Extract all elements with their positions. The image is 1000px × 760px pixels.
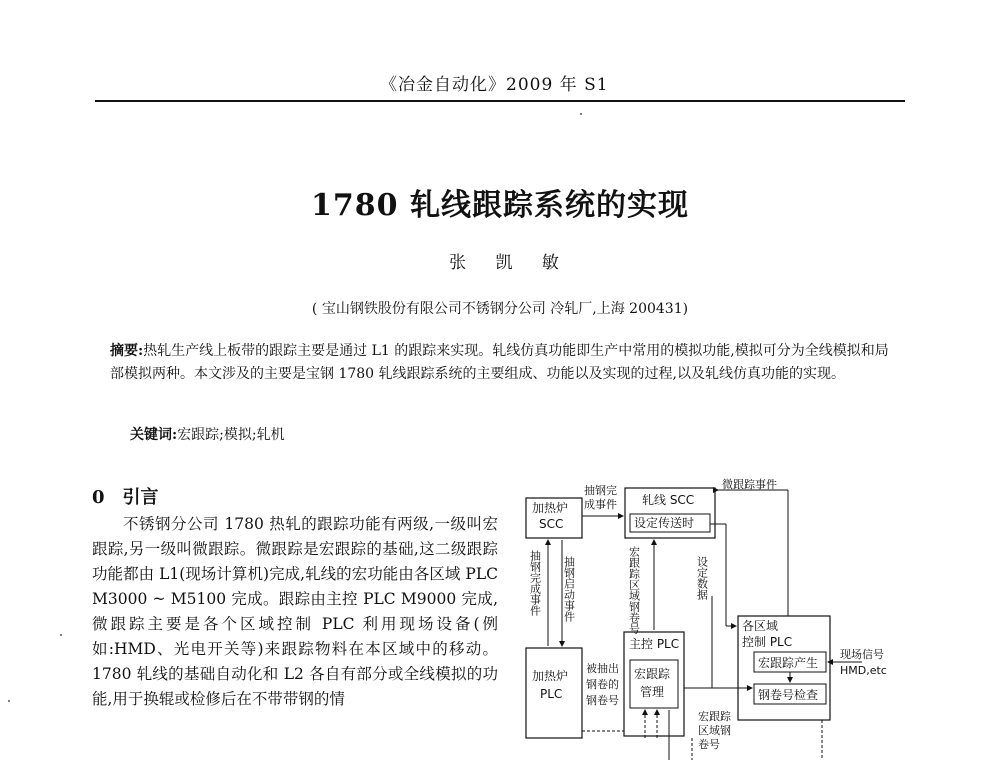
zone-plc-label-2: 控制 PLC [742,635,793,649]
extracted-coil-label-3: 钢卷号 [586,694,619,707]
coil-check-label: 钢卷号检查 [758,688,819,702]
intro-paragraph: 不锈钢分公司 1780 热轧的跟踪功能有两级,一级叫宏跟踪,另一级叫微跟踪。微跟踪是宏跟踪的基础,这二级跟踪功能都由 L1(现场计算机)完成,轧线的宏功能由各区域 PLC M3000 ~ M5100 完成。跟踪由主控 PLC M9000 完成,微跟踪主要是各个区域控制 PLC 利用现场设备(例如:HMD、光电开关等)来跟踪物料在本区域中的移动。1780 轧线的基础自动化和 L2 各自有部分或全线模拟的功能,用于换辊或检修后在不带带钢的情 [92,515,498,708]
extraction-start-vertical: 抽钢启动事件 [562,556,576,622]
micro-event-label: 微跟踪事件 [722,478,777,491]
article-title: 1780 轧线跟踪系统的实现 [311,188,689,223]
macro-mgmt-label-2: 管理 [640,685,665,699]
macro-mgmt-label-1: 宏跟踪 [634,667,671,681]
scan-speck [8,700,10,702]
author-affiliation: ( 宝山钢铁股份有限公司不锈钢分公司 冷轧厂,上海 200431) [311,301,689,317]
extracted-coil-label-2: 钢卷的 [586,678,619,691]
setting-data-vertical: 设定数据 [695,556,709,600]
zone-coil-label-2: 区域钢 [698,724,731,737]
setting-send-label: 设定传送时 [634,516,695,530]
main-plc-label: 主控 PLC [629,637,680,651]
extracted-coil-label-1: 被抽出 [586,662,619,675]
macro-zone-vertical: 宏跟踪区域钢卷号 [627,546,641,634]
field-signal-label-2: HMD,etc [840,664,887,677]
zone-plc-label-1: 各区域 [742,619,779,633]
furnace-scc-label-2: SCC [539,517,564,531]
abstract [110,340,890,386]
mill-scc-label: 轧线 SCC [642,493,695,507]
scan-speck [60,634,62,636]
keywords-text: 宏跟踪;模拟;轧机 [177,427,285,443]
abstract-text: 热轧生产线上板带的跟踪主要是通过 L1 的跟踪来实现。轧线仿真功能即生产中常用的模拟功能,模拟可分为全线模拟和局部模拟两种。本文涉及的主要是宝钢 1780 轧线跟踪系统的主要组成、功能以及实现的过程,以及轧线仿真功能的实现。 [110,343,889,382]
section-body [92,512,498,712]
macro-gen-label: 宏跟踪产生 [758,656,819,670]
section-heading [92,483,159,509]
section-number: 0 [92,487,105,508]
keywords-label: 关键词: [130,427,178,443]
tracking-system-diagram [512,476,912,760]
zone-coil-label-1: 宏跟踪 [698,710,731,723]
extraction-done-top-2: 成事件 [584,498,617,511]
extraction-done-top-1: 抽钢完 [584,484,617,497]
scan-speck [580,113,582,115]
furnace-plc-label-2: PLC [540,687,563,701]
furnace-scc-label-1: 加热炉 [532,501,569,515]
abstract-label: 摘要: [110,343,144,359]
field-signal-label-1: 现场信号 [840,648,884,661]
furnace-plc-label-1: 加热炉 [532,669,569,683]
header-rule [95,100,905,102]
journal-header: 《冶金自动化》2009 年 S1 [380,75,609,95]
extraction-done-vertical: 抽钢完成事件 [528,550,542,616]
author-name: 张 凯 敏 [449,253,571,273]
zone-coil-label-3: 卷号 [698,738,720,751]
keywords [130,424,285,444]
section-title: 引言 [122,487,159,508]
